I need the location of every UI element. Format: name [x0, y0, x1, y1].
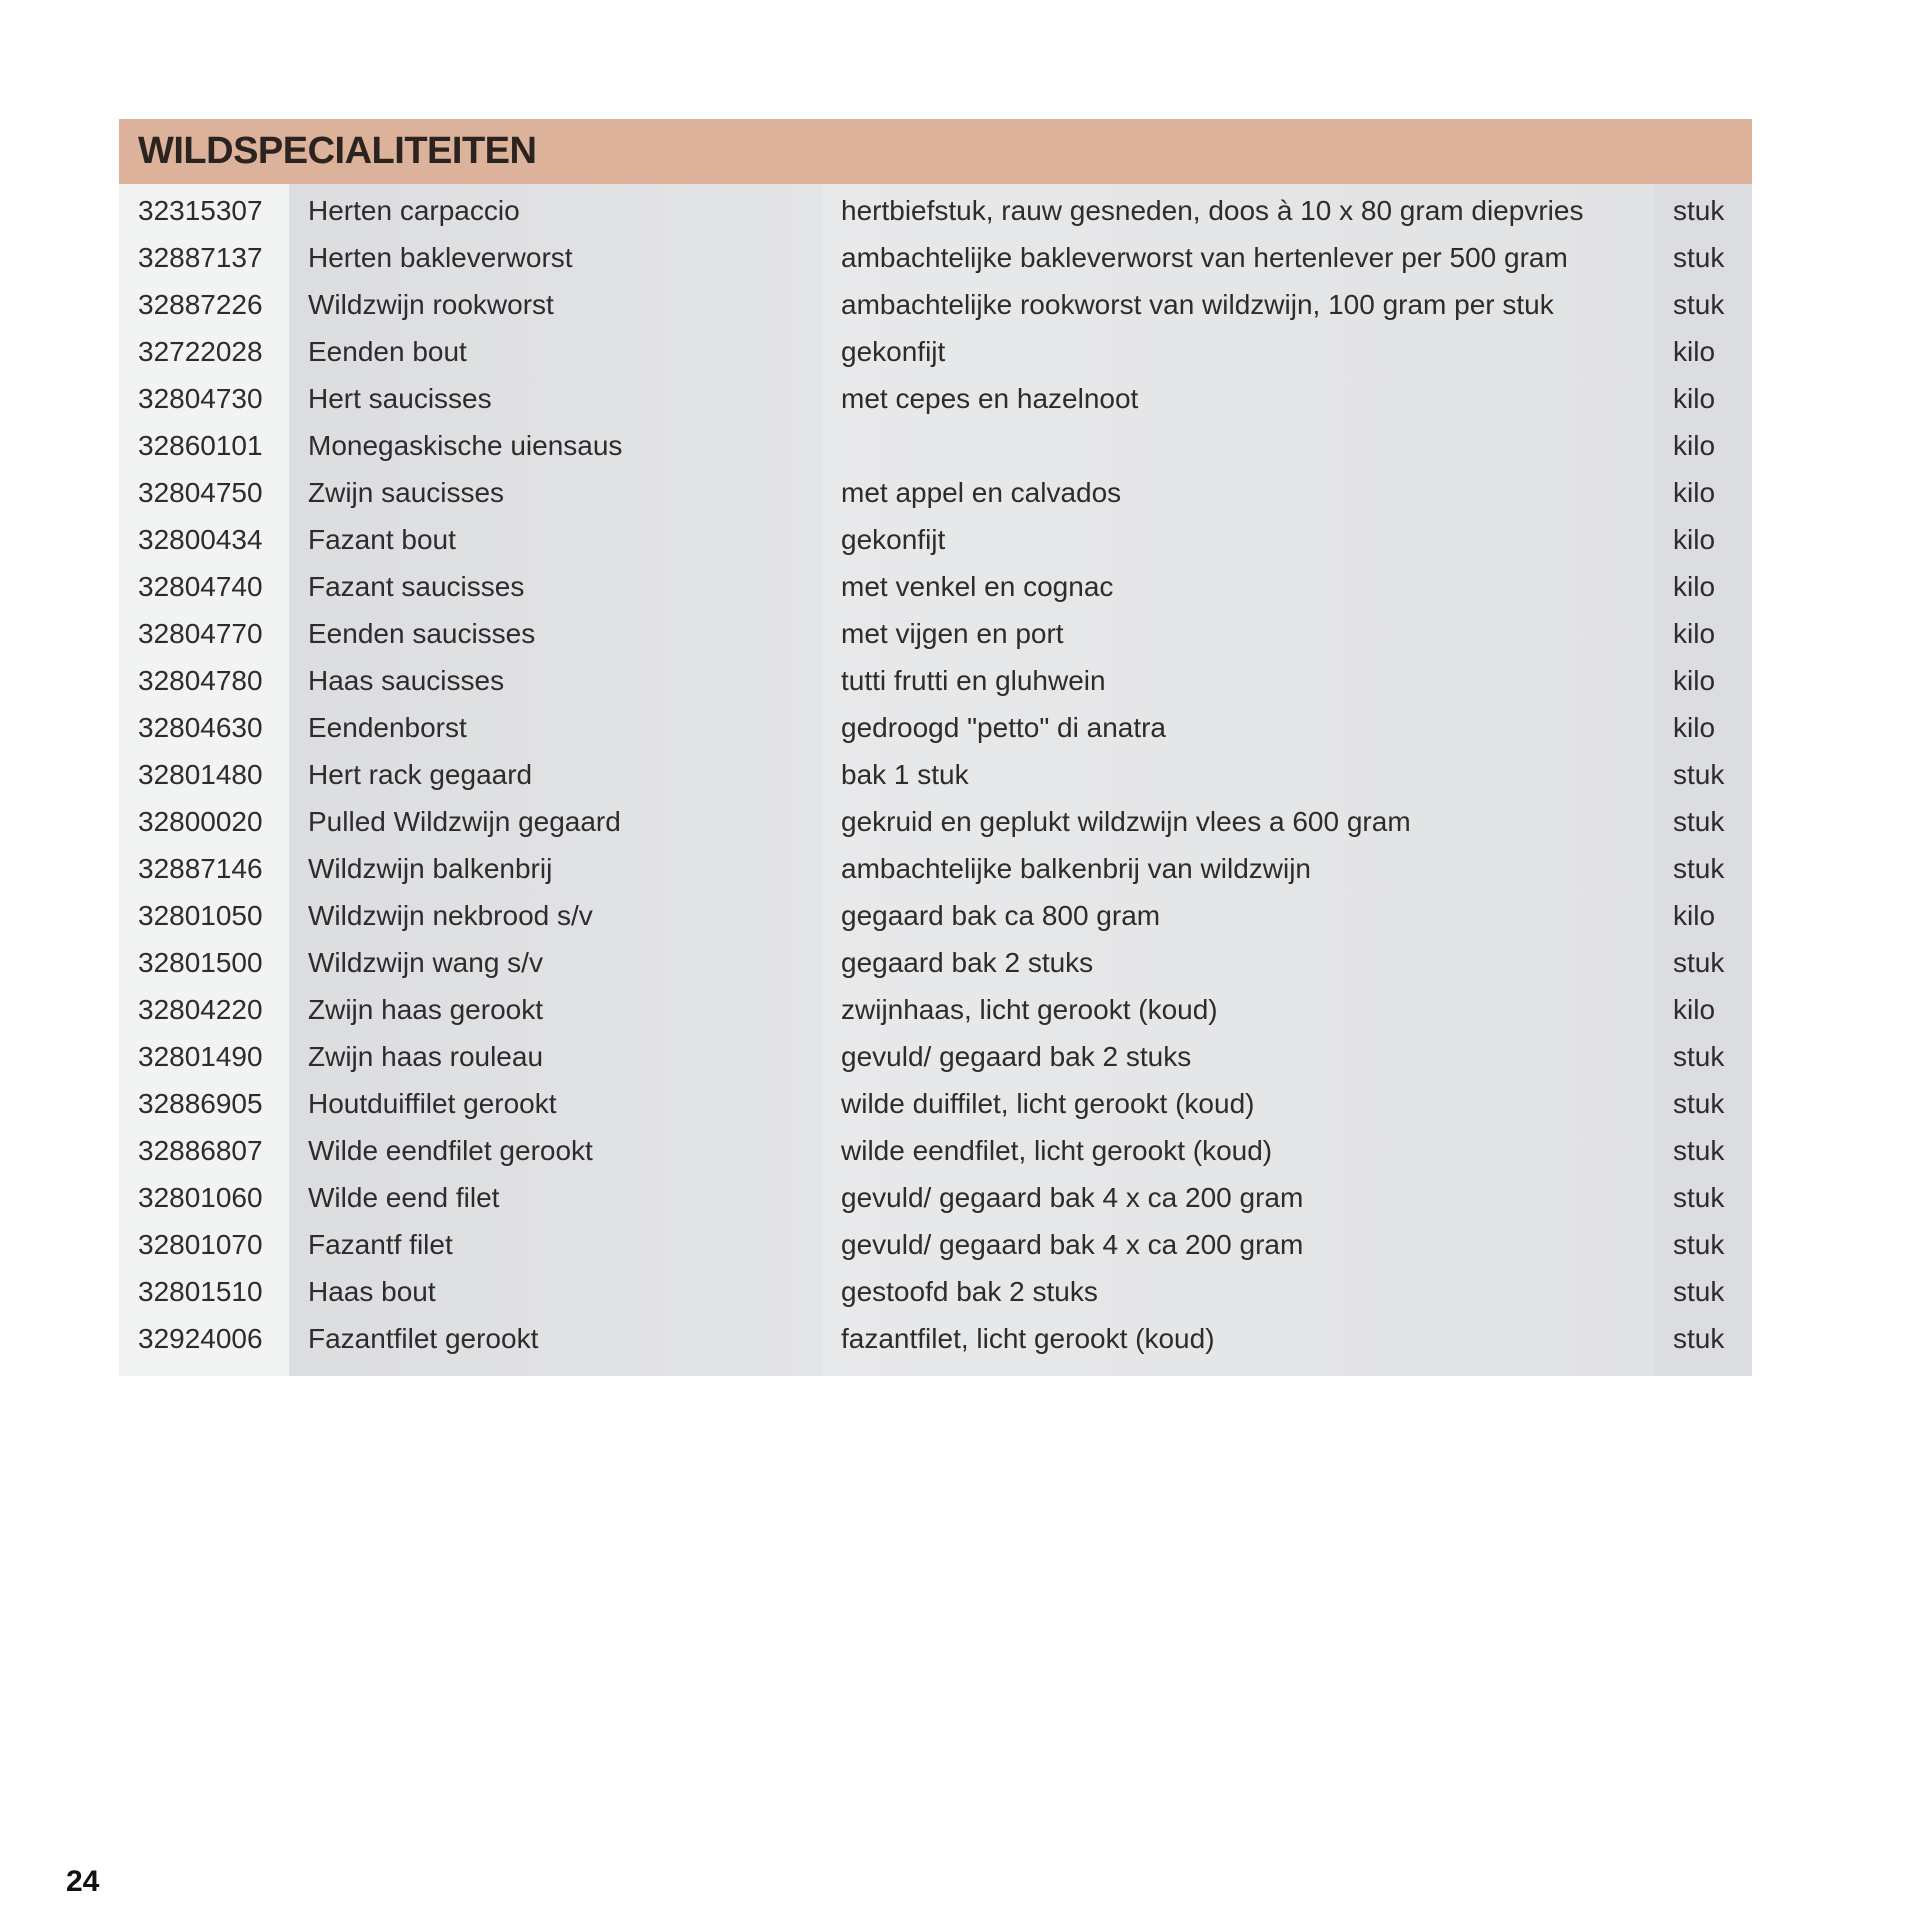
product-code: 32800020: [138, 806, 263, 837]
product-name: Herten bakleverworst: [308, 242, 573, 273]
product-description: gegaard bak 2 stuks: [841, 947, 1094, 978]
product-table: [119, 184, 1752, 1376]
product-name: Pulled Wildzwijn gegaard: [308, 806, 621, 837]
product-name: Zwijn haas rouleau: [308, 1041, 544, 1072]
product-code: 32804770: [138, 618, 263, 649]
product-description: gevuld/ gegaard bak 2 stuks: [841, 1041, 1192, 1072]
product-name: Houtduiffilet gerookt: [308, 1088, 557, 1119]
product-code: 32722028: [138, 336, 263, 367]
product-description: ambachtelijke bakleverworst van hertenlever per 500 gram: [841, 242, 1568, 273]
product-catalog: [119, 119, 1752, 1376]
product-code: 32887226: [138, 289, 263, 320]
product-code: 32804780: [138, 665, 263, 696]
product-description: gedroogd "petto" di anatra: [841, 712, 1167, 743]
product-description: gekonfijt: [841, 336, 946, 367]
product-name: Fazantfilet gerookt: [308, 1323, 539, 1354]
product-unit: kilo: [1673, 712, 1716, 743]
product-name: Wildzwijn wang s/v: [308, 947, 543, 978]
product-name: Eenden bout: [308, 336, 467, 367]
product-description: met vijgen en port: [841, 618, 1064, 649]
product-unit: stuk: [1673, 947, 1725, 978]
product-description: fazantfilet, licht gerookt (koud): [841, 1323, 1215, 1354]
product-name: Haas bout: [308, 1276, 436, 1307]
product-name: Wilde eend filet: [308, 1182, 500, 1213]
product-description: gekruid en geplukt wildzwijn vlees a 600 gram: [841, 806, 1411, 837]
product-name: Eendenborst: [308, 712, 467, 743]
product-unit: kilo: [1673, 336, 1716, 367]
product-name: Monegaskische uiensaus: [308, 430, 623, 461]
product-unit: kilo: [1673, 994, 1716, 1025]
product-description: ambachtelijke rookworst van wildzwijn, 100 gram per stuk: [841, 289, 1554, 320]
product-name: Zwijn haas gerookt: [308, 994, 544, 1025]
product-code: 32801050: [138, 900, 263, 931]
product-name: Wildzwijn rookworst: [308, 289, 554, 320]
product-unit: stuk: [1673, 1182, 1725, 1213]
product-unit: stuk: [1673, 1135, 1725, 1166]
product-code: 32801490: [138, 1041, 263, 1072]
product-code: 32860101: [138, 430, 263, 461]
product-description: [822, 422, 1654, 469]
product-description: gevuld/ gegaard bak 4 x ca 200 gram: [841, 1182, 1304, 1213]
product-code: 32804740: [138, 571, 263, 602]
product-code: 32886905: [138, 1088, 263, 1119]
product-code: 32887137: [138, 242, 263, 273]
product-name: Fazant saucisses: [308, 571, 525, 602]
product-description: met venkel en cognac: [841, 571, 1114, 602]
product-name: Hert saucisses: [308, 383, 492, 414]
product-unit: stuk: [1673, 242, 1725, 273]
product-name: Zwijn saucisses: [308, 477, 505, 508]
product-description: gevuld/ gegaard bak 4 x ca 200 gram: [841, 1229, 1304, 1260]
product-description: met appel en calvados: [841, 477, 1122, 508]
product-name: Hert rack gegaard: [308, 759, 533, 790]
product-description: bak 1 stuk: [841, 759, 969, 790]
product-name: Wildzwijn balkenbrij: [308, 853, 553, 884]
product-unit: stuk: [1673, 853, 1725, 884]
product-unit: stuk: [1673, 289, 1725, 320]
section-title: WILDSPECIALITEITEN: [138, 130, 537, 172]
product-code: 32804750: [138, 477, 263, 508]
product-code: 32315307: [138, 195, 263, 226]
product-code: 32801500: [138, 947, 263, 978]
product-code: 32801070: [138, 1229, 263, 1260]
product-name: Wildzwijn nekbrood s/v: [308, 900, 593, 931]
product-code: 32800434: [138, 524, 263, 555]
product-description: ambachtelijke balkenbrij van wildzwijn: [841, 853, 1311, 884]
product-unit: stuk: [1673, 1088, 1725, 1119]
product-code: 32804730: [138, 383, 263, 414]
product-description: hertbiefstuk, rauw gesneden, doos à 10 x 80 gram diepvries: [841, 195, 1584, 226]
product-unit: kilo: [1673, 524, 1716, 555]
product-name: Herten carpaccio: [308, 195, 520, 226]
product-unit: stuk: [1673, 1276, 1725, 1307]
product-code: 32801060: [138, 1182, 263, 1213]
product-description: gestoofd bak 2 stuks: [841, 1276, 1098, 1307]
product-code: 32801510: [138, 1276, 263, 1307]
product-code: 32924006: [138, 1323, 263, 1354]
product-unit: kilo: [1673, 665, 1716, 696]
product-code: 32804220: [138, 994, 263, 1025]
product-name: Wilde eendfilet gerookt: [308, 1135, 593, 1166]
product-description: wilde eendfilet, licht gerookt (koud): [841, 1135, 1273, 1166]
product-description: tutti frutti en gluhwein: [841, 665, 1106, 696]
product-description: gegaard bak ca 800 gram: [841, 900, 1161, 931]
product-unit: kilo: [1673, 900, 1716, 931]
product-code: 32887146: [138, 853, 263, 884]
product-unit: stuk: [1673, 759, 1725, 790]
product-name: Haas saucisses: [308, 665, 505, 696]
product-unit: stuk: [1673, 1229, 1725, 1260]
product-unit: stuk: [1673, 195, 1725, 226]
product-unit: kilo: [1673, 571, 1716, 602]
product-unit: stuk: [1673, 1041, 1725, 1072]
product-unit: kilo: [1673, 618, 1716, 649]
product-unit: kilo: [1673, 477, 1716, 508]
product-unit: stuk: [1673, 1323, 1725, 1354]
product-description: gekonfijt: [841, 524, 946, 555]
product-name: Fazant bout: [308, 524, 456, 555]
product-code: 32804630: [138, 712, 263, 743]
product-code: 32886807: [138, 1135, 263, 1166]
product-name: Fazantf filet: [308, 1229, 453, 1260]
product-description: wilde duiffilet, licht gerookt (koud): [841, 1088, 1255, 1119]
product-unit: stuk: [1673, 806, 1725, 837]
product-name: Eenden saucisses: [308, 618, 536, 649]
product-unit: kilo: [1673, 430, 1716, 461]
page-number: 24: [66, 1865, 100, 1898]
product-code: 32801480: [138, 759, 263, 790]
product-unit: kilo: [1673, 383, 1716, 414]
product-description: zwijnhaas, licht gerookt (koud): [841, 994, 1218, 1025]
section-header: [119, 119, 1752, 184]
product-description: met cepes en hazelnoot: [841, 383, 1139, 414]
